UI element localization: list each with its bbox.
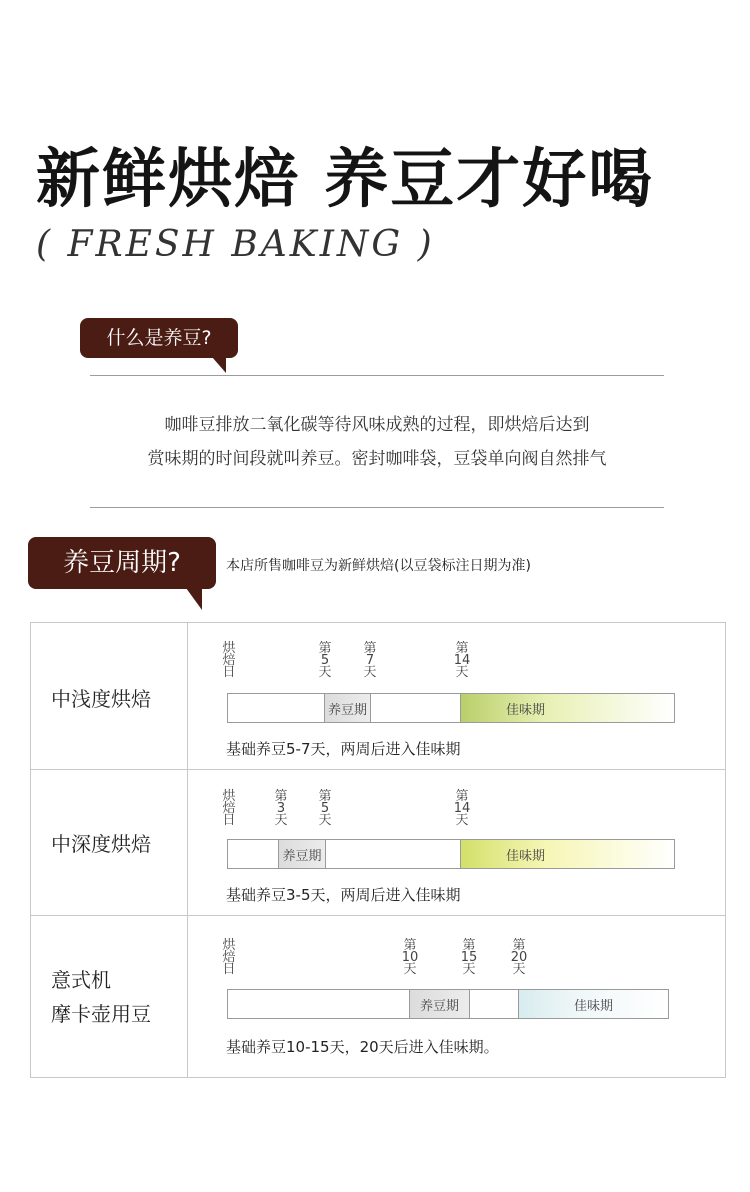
divider-top xyxy=(90,375,664,376)
timeline-mark: 第 3 天 xyxy=(274,789,288,828)
timeline-mark: 第 5 天 xyxy=(318,789,332,828)
row-description: 基础养豆5-7天，两周后进入佳味期 xyxy=(226,740,461,758)
row-description: 基础养豆10-15天，20天后进入佳味期。 xyxy=(226,1038,499,1056)
what-is-bubble: 什么是养豆? xyxy=(80,318,238,358)
cycle-note: 本店所售咖啡豆为新鲜烘焙(以豆袋标注日期为准) xyxy=(226,558,531,574)
explanation-line-2: 赏味期的时间段就叫养豆。密封咖啡袋，豆袋单向阀自然排气 xyxy=(147,449,607,469)
cycle-bubble-tail xyxy=(186,588,202,610)
table-row xyxy=(31,623,725,770)
timeline-mark: 第 15 天 xyxy=(460,938,478,977)
cycle-bubble: 养豆周期? xyxy=(28,537,216,589)
roast-category-line: 意式机 xyxy=(51,968,111,992)
aging-period-segment: 养豆期 xyxy=(324,694,371,722)
roast-category xyxy=(51,682,151,716)
timeline-mark: 第 7 天 xyxy=(363,641,377,680)
page-subtitle: ( FRESH BAKING ) xyxy=(36,224,435,265)
timeline-mark: 第 20 天 xyxy=(510,938,528,977)
aging-period-segment: 养豆期 xyxy=(409,990,470,1018)
row-description: 基础养豆3-5天，两周后进入佳味期 xyxy=(226,886,461,904)
roast-category-line: 摩卡壶用豆 xyxy=(51,1002,151,1026)
column-divider xyxy=(187,623,188,769)
best-flavor-segment: 佳味期 xyxy=(460,694,674,722)
roast-category xyxy=(51,963,151,1031)
aging-period-segment: 养豆期 xyxy=(278,840,326,868)
timeline-bar xyxy=(227,989,669,1019)
timeline-mark-roast-day: 烘 焙 日 xyxy=(222,938,236,977)
roast-category-line: 中深度烘焙 xyxy=(51,832,151,856)
explanation-line-1: 咖啡豆排放二氧化碳等待风味成熟的过程，即烘焙后达到 xyxy=(164,415,590,435)
best-flavor-segment: 佳味期 xyxy=(518,990,668,1018)
timeline-mark-roast-day: 烘 焙 日 xyxy=(222,789,236,828)
roast-category xyxy=(51,827,151,861)
timeline-mark-roast-day: 烘 焙 日 xyxy=(222,641,236,680)
table-row xyxy=(31,770,725,916)
timeline-mark: 第 14 天 xyxy=(453,641,471,680)
page-title: 新鲜烘焙 养豆才好喝 xyxy=(36,143,655,217)
aging-table xyxy=(30,622,726,1078)
best-flavor-segment: 佳味期 xyxy=(460,840,674,868)
timeline-mark: 第 5 天 xyxy=(318,641,332,680)
roast-category-line: 中浅度烘焙 xyxy=(51,687,151,711)
divider-bottom xyxy=(90,507,664,508)
timeline-mark: 第 14 天 xyxy=(453,789,471,828)
timeline-mark: 第 10 天 xyxy=(401,938,419,977)
what-is-bubble-tail xyxy=(212,357,226,373)
table-row xyxy=(31,916,725,1077)
column-divider xyxy=(187,770,188,915)
timeline-bar xyxy=(227,839,675,869)
column-divider xyxy=(187,916,188,1077)
timeline-bar xyxy=(227,693,675,723)
